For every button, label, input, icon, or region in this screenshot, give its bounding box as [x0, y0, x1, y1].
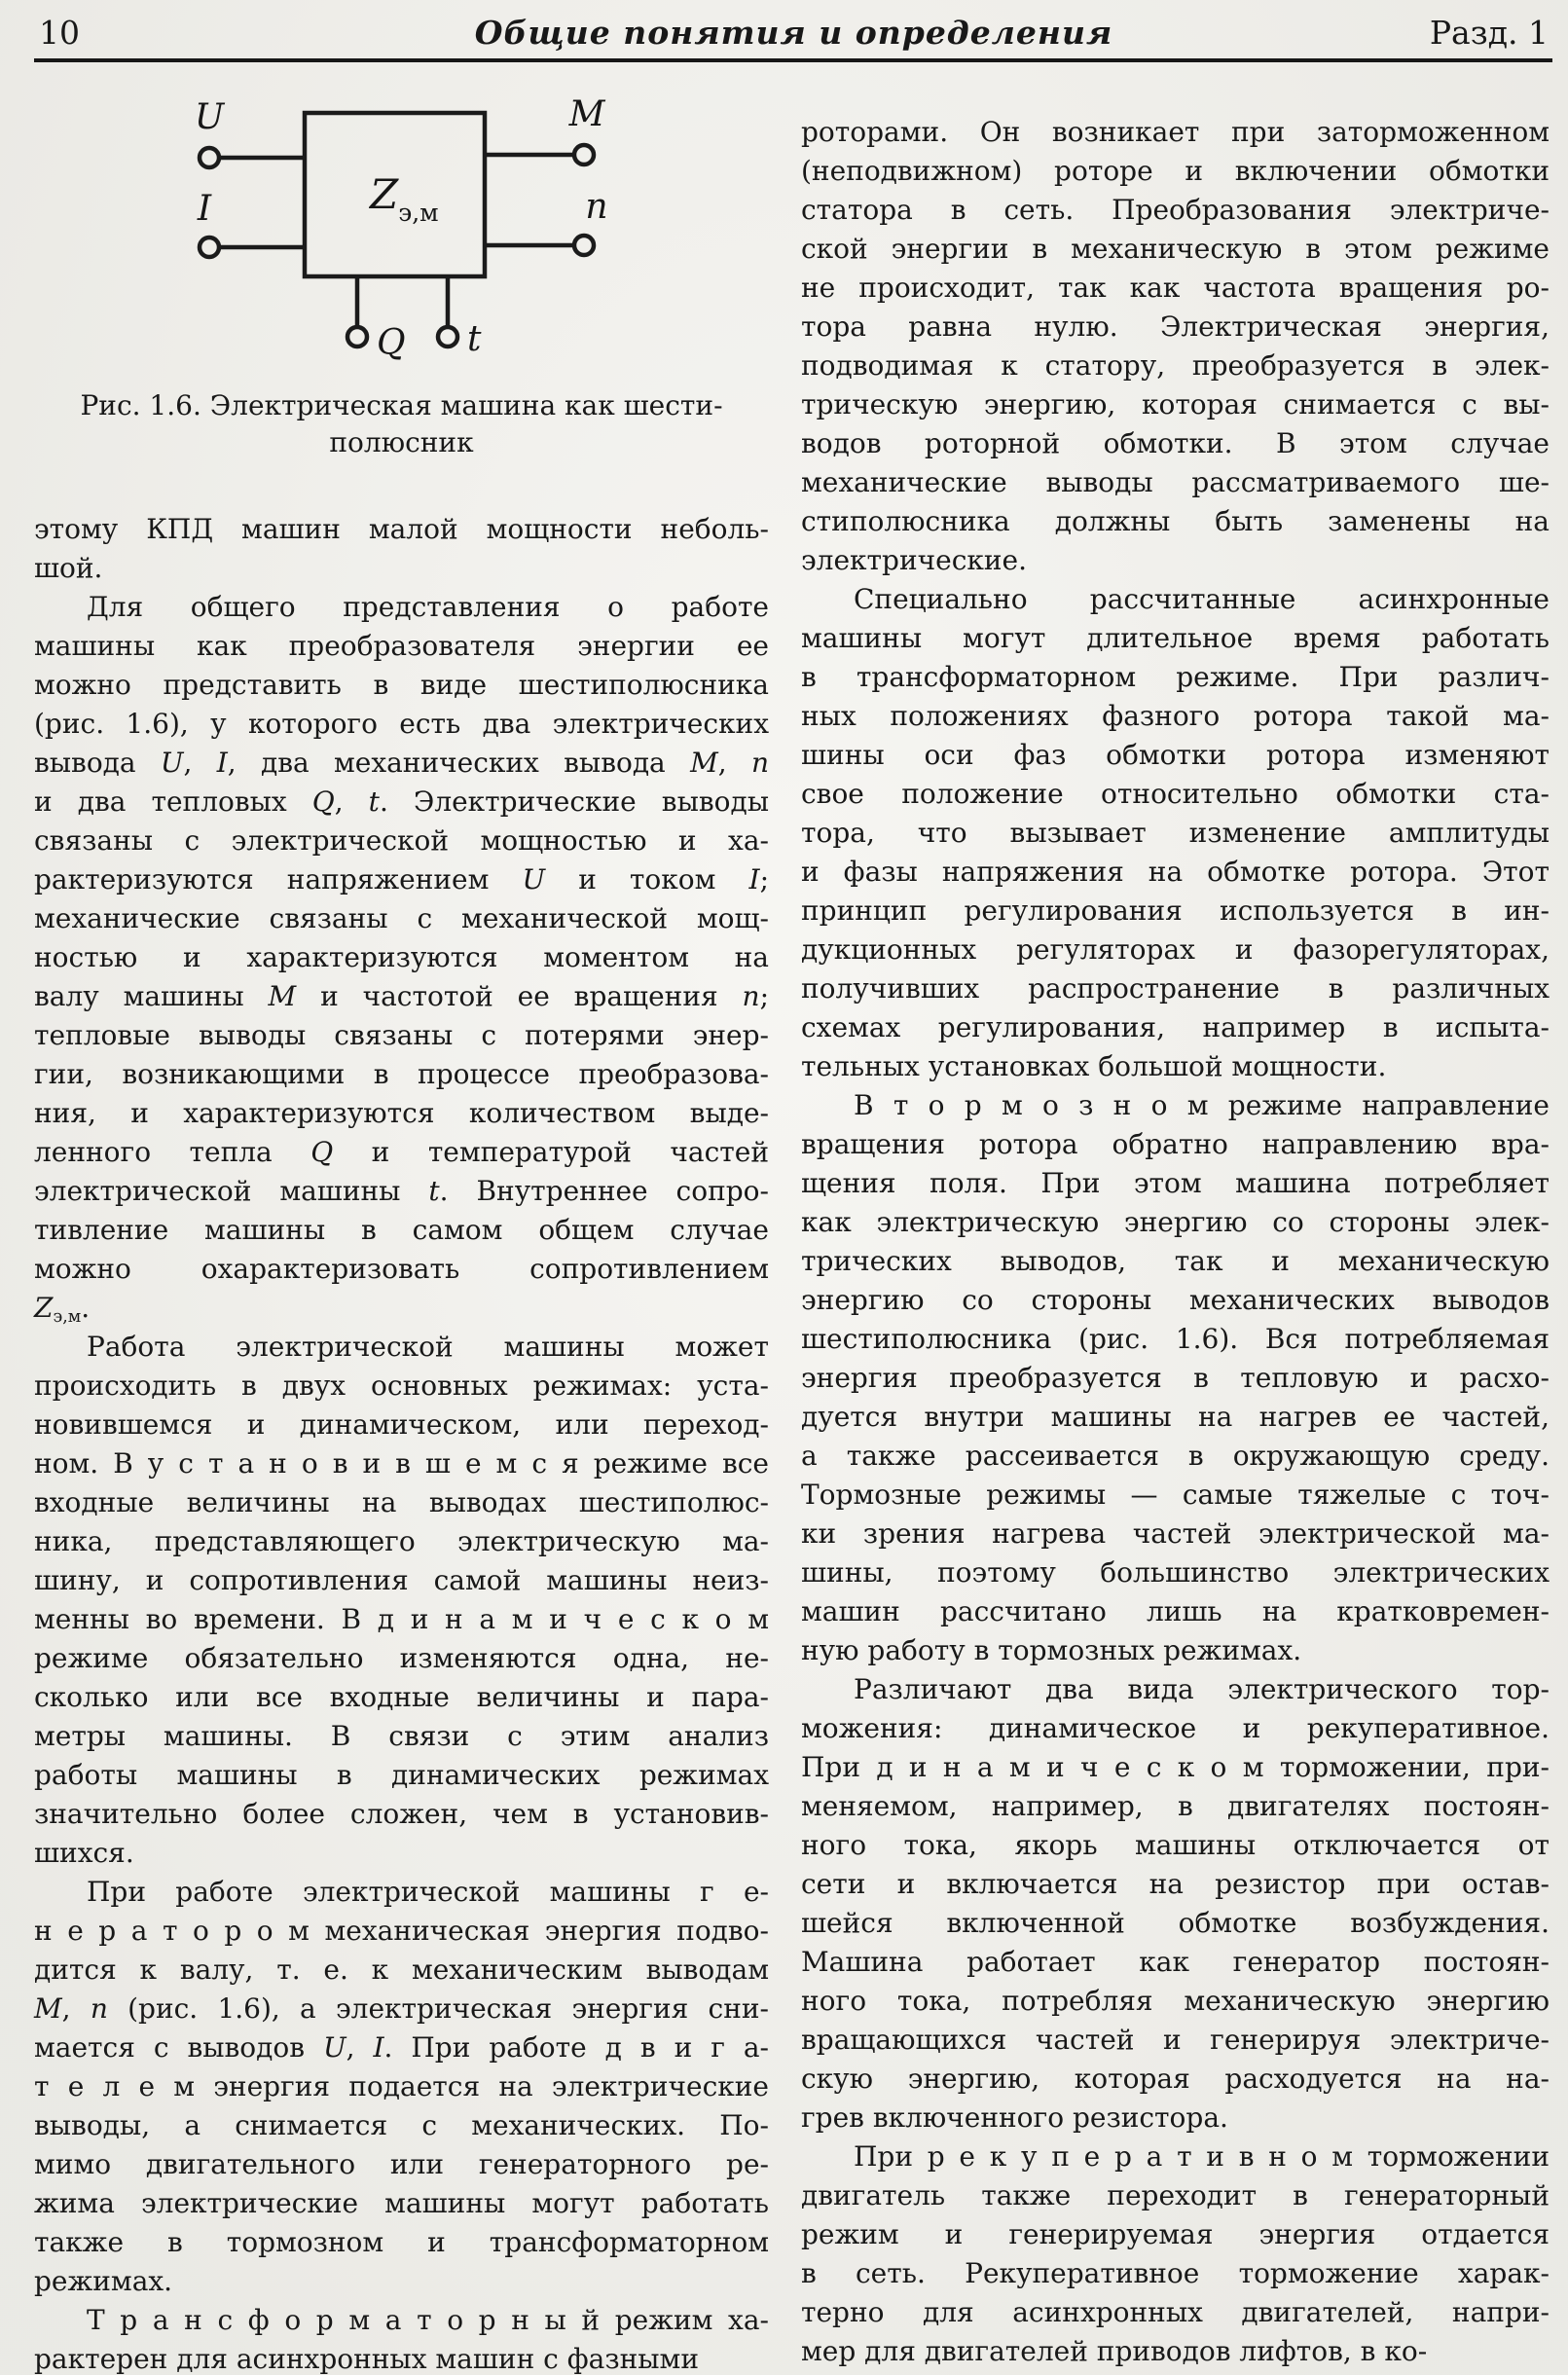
paragraph [801, 113, 1550, 580]
text-line: выводы, а снимается с механических. По- [34, 2109, 769, 2141]
text-line: тельных установках большой мощности. [801, 1050, 1387, 1082]
text-line: электрические. [801, 544, 1028, 576]
paragraph [34, 1328, 769, 1873]
text-line: подводимая к статору, преобразуется в элек- [801, 349, 1550, 382]
left-column [34, 62, 769, 2375]
text-line: ном. В у с т а н о в и в ш е м с я режиме все [34, 1447, 769, 1480]
text-line: ную работу в тормозных режимах. [801, 1634, 1302, 1666]
right-column [801, 62, 1550, 2375]
text-line: мер для двигателей приводов лифтов, в ко- [801, 2335, 1428, 2367]
text-line: Работа электрической машины может [87, 1331, 769, 1363]
text-line: сети и включается на резистор при остав- [801, 1868, 1550, 1900]
text-line: терно для асинхронных двигателей, напри- [801, 2296, 1550, 2328]
text-line: (рис. 1.6), у которого есть два электрических [34, 708, 769, 740]
text-line: меняемом, например, в двигателях постоян- [801, 1790, 1550, 1822]
text-line: значительно более сложен, чем в установив- [34, 1798, 769, 1830]
text-line: При д и н а м и ч е с к о м торможении, при- [801, 1751, 1550, 1783]
terminal-label-temperature: t [467, 319, 482, 359]
text-line: дится к валу, т. е. к механическим выводам [34, 1954, 769, 1986]
text-line: шины оси фаз обмотки ротора изменяют [801, 739, 1550, 771]
text-line: т е л е м энергия подается на электрические [34, 2070, 769, 2102]
box-impedance-label: $Z_{э,м}$ [370, 170, 439, 227]
text-line: н е р а т о р о м механическая энергия подво- [34, 1915, 769, 1947]
left-column-text [34, 510, 769, 2375]
terminal-label-speed: n [585, 187, 608, 227]
text-line: стиполюсника должны быть заменены на [801, 505, 1550, 537]
figure-caption-line-1: Рис. 1.6. Электрическая машина как шести- [80, 389, 723, 421]
text-line: этому КПД машин малой мощности неболь- [34, 513, 769, 545]
text-line: мается с выводов U, I. При работе д в и г а- [34, 2031, 769, 2064]
text-line: рактерен для асинхронных машин с фазными [34, 2343, 699, 2375]
text-line: вывода U, I, два механических вывода M, n [34, 747, 769, 779]
diagram-wires-and-box [200, 113, 594, 347]
text-line: работы машины в динамических режимах [34, 1759, 769, 1791]
text-line: Тормозные режимы — самые тяжелые с точ- [801, 1479, 1550, 1511]
text-line: $Z_{э,м}$. [34, 1292, 91, 1327]
text-line: двигатель также переходит в генераторный [801, 2179, 1550, 2211]
text-line: входные величины на выводах шестиполюс- [34, 1486, 769, 1518]
text-line: дукционных регуляторах и фазорегуляторах, [801, 933, 1550, 966]
page-header [0, 0, 1568, 52]
text-line: статора в сеть. Преобразования электриче- [801, 194, 1550, 226]
text-line: (неподвижном) роторе и включении обмотки [801, 155, 1550, 187]
terminal-label-heat: Q [377, 323, 406, 363]
figure-caption [34, 387, 769, 461]
text-line: Машина работает как генератор постоян- [801, 1946, 1550, 1978]
text-line: ки зрения нагрева частей электрической ма- [801, 1517, 1550, 1550]
text-line: можно охарактеризовать сопротивлением [34, 1253, 769, 1285]
text-line: водов роторной обмотки. В этом случае [801, 427, 1550, 459]
text-line: режиме обязательно изменяются одна, не- [34, 1642, 769, 1674]
text-line: как электрическую энергию со стороны элек- [801, 1206, 1550, 1238]
text-line: тепловые выводы связаны с потерями энер- [34, 1019, 769, 1051]
paragraph [34, 2301, 769, 2375]
text-line: шейся включенной обмотке возбуждения. [801, 1907, 1550, 1939]
text-line: ностью и характеризуются моментом на [34, 941, 769, 973]
text-line: режимах. [34, 2265, 173, 2297]
text-line: ской энергии в механическую в этом режиме [801, 233, 1550, 265]
text-line: скую энергию, которая расходуется на на- [801, 2063, 1550, 2095]
text-line: машин рассчитано лишь на кратковремен- [801, 1595, 1550, 1627]
text-line: ного тока, якорь машины отключается от [801, 1829, 1550, 1861]
paragraph [801, 2138, 1550, 2371]
text-line: тора равна нулю. Электрическая энергия, [801, 311, 1550, 343]
text-line: энергию со стороны механических выводов [801, 1284, 1550, 1316]
paragraph [34, 588, 769, 1328]
right-column-text [801, 113, 1550, 2371]
text-line: Различают два вида электрического тор- [854, 1673, 1550, 1705]
text-line: валу машины M и частотой ее вращения n; [34, 980, 769, 1012]
text-line: энергия преобразуется в тепловую и расхо- [801, 1362, 1550, 1394]
text-line: ленного тепла Q и температурой частей [34, 1136, 769, 1168]
text-line: схемах регулирования, например в испыта- [801, 1011, 1550, 1043]
text-line: грев включенного резистора. [801, 2101, 1228, 2134]
text-line: режим и генерируемая энергия отдается [801, 2218, 1550, 2250]
text-line: механические связаны с механической мощ- [34, 902, 769, 934]
paragraph [34, 510, 769, 588]
text-line: шихся. [34, 1837, 134, 1869]
text-line: машины могут длительное время работать [801, 622, 1550, 654]
terminal-label-voltage: U [194, 97, 225, 137]
text-line: и фазы напряжения на обмотке ротора. Этот [801, 856, 1550, 888]
text-line: в сеть. Рекуперативное торможение харак- [801, 2257, 1550, 2289]
section-label: Разд. 1 [1429, 14, 1549, 52]
text-line: Т р а н с ф о р м а т о р н ы й режим ха- [87, 2304, 769, 2336]
text-line: метры машины. В связи с этим анализ [34, 1720, 769, 1752]
text-line: и два тепловых Q, t. Электрические выводы [34, 786, 769, 818]
text-line: тора, что вызывает изменение амплитуды [801, 817, 1550, 849]
text-line: При работе электрической машины г е- [87, 1876, 769, 1908]
paragraph [801, 1670, 1550, 2138]
text-line: Для общего представления о работе [87, 591, 769, 623]
text-line: происходить в двух основных режимах: уста- [34, 1370, 769, 1402]
text-line: новившемся и динамическом, или переход- [34, 1408, 769, 1441]
text-line: машины как преобразователя энергии ее [34, 630, 769, 662]
text-line: ния, и характеризуются количеством выде- [34, 1097, 769, 1129]
text-line: ных положениях фазного ротора такой ма- [801, 700, 1550, 732]
text-line: можения: динамическое и рекуперативное. [801, 1712, 1550, 1744]
text-line: В т о р м о з н о м режиме направление [854, 1089, 1550, 1121]
running-title: Общие понятия и определения [474, 14, 1113, 52]
text-line: ника, представляющего электрическую ма- [34, 1525, 769, 1557]
text-line: шину, и сопротивления самой машины неиз- [34, 1564, 769, 1596]
text-line: в трансформаторном режиме. При различ- [801, 661, 1550, 693]
text-line: тивление машины в самом общем случае [34, 1214, 769, 1246]
text-line: вращения ротора обратно направлению вра- [801, 1128, 1550, 1160]
paragraph [801, 580, 1550, 1086]
two-column-text [0, 62, 1568, 2375]
paragraph [801, 1086, 1550, 1670]
text-line: шестиполюсника (рис. 1.6). Вся потребляемая [801, 1323, 1550, 1355]
text-line: не происходит, так как частота вращения ро- [801, 272, 1550, 304]
terminal-label-current: I [197, 189, 212, 229]
text-line: свое положение относительно обмотки ста- [801, 778, 1550, 810]
text-line: сколько или все входные величины и пара- [34, 1681, 769, 1713]
text-line: также в тормозном и трансформаторном [34, 2226, 769, 2258]
text-line: получивших распространение в различных [801, 972, 1550, 1005]
text-line: щения поля. При этом машина потребляет [801, 1167, 1550, 1199]
text-line: ного тока, потребляя механическую энергию [801, 1985, 1550, 2017]
text-line: шой. [34, 552, 103, 584]
text-line: рактеризуются напряжением U и током I; [34, 863, 769, 895]
text-line: механические выводы рассматриваемого ше- [801, 466, 1550, 498]
text-line: менны во времени. В д и н а м и ч е с к о м [34, 1603, 769, 1635]
text-line: шины, поэтому большинство электрических [801, 1556, 1550, 1589]
text-line: роторами. Он возникает при заторможенном [801, 116, 1550, 148]
text-line: мимо двигательного или генераторного ре- [34, 2148, 769, 2180]
text-line: можно представить в виде шестиполюсника [34, 669, 769, 701]
text-line: дуется внутри машины на нагрев ее частей, [801, 1401, 1550, 1433]
text-line: M, n (рис. 1.6), а электрическая энергия сни- [34, 1992, 770, 2025]
text-line: При р е к у п е р а т и в н о м торможении [854, 2140, 1550, 2173]
figure-caption-line-2: полюсник [329, 426, 474, 458]
text-line: жима электрические машины могут работать [34, 2187, 769, 2219]
text-line: трических выводов, так и механическую [801, 1245, 1550, 1277]
six-terminal-network-diagram [34, 72, 770, 374]
text-line: связаны с электрической мощностью и ха- [34, 824, 769, 857]
text-line: а также рассеивается в окружающую среду. [801, 1440, 1550, 1472]
text-line: вращающихся частей и генерируя электриче- [801, 2024, 1550, 2056]
paragraph [34, 1873, 769, 2301]
text-line: гии, возникающими в процессе преобразова- [34, 1058, 769, 1090]
text-line: электрической машины t. Внутреннее сопро- [34, 1175, 770, 1207]
text-line: трическую энергию, которая снимается с вы- [801, 388, 1550, 420]
text-line: Специально рассчитанные асинхронные [854, 583, 1550, 615]
text-line: принцип регулирования используется в ин- [801, 895, 1550, 927]
terminal-label-torque: M [568, 94, 605, 134]
page-number: 10 [39, 14, 80, 52]
figure-1-6 [34, 72, 769, 461]
